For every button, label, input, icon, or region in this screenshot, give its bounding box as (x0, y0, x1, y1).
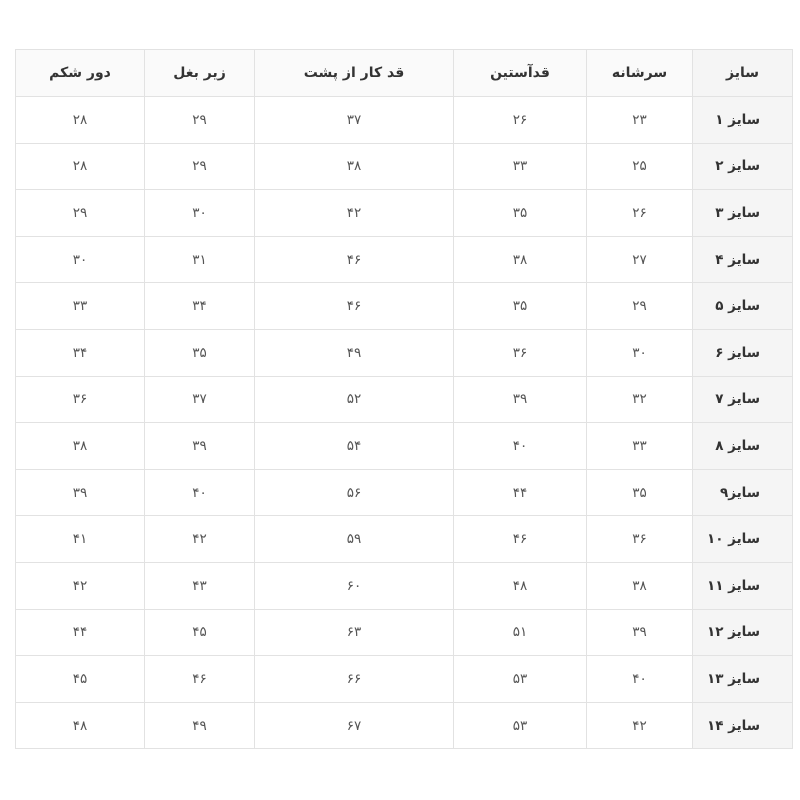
cell-sleeve-length-value: ۳۳ (454, 143, 587, 190)
cell-back-length-value: ۶۳ (255, 609, 454, 656)
cell-waist-value: ۳۸ (16, 423, 145, 470)
table-row (16, 97, 793, 144)
cell-back-length-value: ۶۰ (255, 562, 454, 609)
cell-shoulder-value: ۴۲ (587, 702, 693, 749)
cell-size-label: سایز ۳ (693, 190, 793, 237)
cell-sleeve-length-value: ۵۱ (454, 609, 587, 656)
cell-sleeve-length-value: ۳۸ (454, 236, 587, 283)
cell-size-label: سایز ۱۱ (693, 562, 793, 609)
cell-shoulder-value: ۲۳ (587, 97, 693, 144)
cell-waist-value: ۴۵ (16, 656, 145, 703)
cell-sleeve-length-value: ۳۶ (454, 329, 587, 376)
cell-back-length-value: ۳۷ (255, 97, 454, 144)
header-shoulder: سرشانه (587, 50, 693, 97)
table-row (16, 423, 793, 470)
cell-back-length-value: ۶۷ (255, 702, 454, 749)
cell-back-length-value: ۶۶ (255, 656, 454, 703)
cell-waist-value: ۲۹ (16, 190, 145, 237)
cell-waist-value: ۲۸ (16, 143, 145, 190)
cell-waist-value: ۳۰ (16, 236, 145, 283)
cell-waist-value: ۳۶ (16, 376, 145, 423)
cell-armpit-value: ۳۰ (145, 190, 255, 237)
cell-size-label: سایز ۱۴ (693, 702, 793, 749)
cell-size-label: سایز ۱۲ (693, 609, 793, 656)
table-row (16, 656, 793, 703)
table-row (16, 469, 793, 516)
cell-sleeve-length-value: ۳۹ (454, 376, 587, 423)
cell-size-label: سایز۹ (693, 469, 793, 516)
cell-waist-value: ۴۲ (16, 562, 145, 609)
cell-armpit-value: ۲۹ (145, 97, 255, 144)
cell-sleeve-length-value: ۴۰ (454, 423, 587, 470)
cell-size-label: سایز ۴ (693, 236, 793, 283)
cell-back-length-value: ۴۶ (255, 236, 454, 283)
cell-armpit-value: ۴۹ (145, 702, 255, 749)
cell-waist-value: ۳۹ (16, 469, 145, 516)
cell-shoulder-value: ۴۰ (587, 656, 693, 703)
table-row (16, 562, 793, 609)
cell-size-label: سایز ۱۰ (693, 516, 793, 563)
cell-sleeve-length-value: ۳۵ (454, 283, 587, 330)
table-row (16, 702, 793, 749)
cell-back-length-value: ۵۶ (255, 469, 454, 516)
table-row (16, 329, 793, 376)
cell-sleeve-length-value: ۴۴ (454, 469, 587, 516)
header-size: سایز (693, 50, 793, 97)
cell-armpit-value: ۳۴ (145, 283, 255, 330)
cell-armpit-value: ۳۷ (145, 376, 255, 423)
cell-size-label: سایز ۵ (693, 283, 793, 330)
table-row (16, 190, 793, 237)
cell-shoulder-value: ۳۶ (587, 516, 693, 563)
cell-size-label: سایز ۲ (693, 143, 793, 190)
cell-back-length-value: ۵۹ (255, 516, 454, 563)
cell-size-label: سایز ۷ (693, 376, 793, 423)
cell-back-length-value: ۵۲ (255, 376, 454, 423)
cell-armpit-value: ۲۹ (145, 143, 255, 190)
cell-shoulder-value: ۲۷ (587, 236, 693, 283)
cell-waist-value: ۲۸ (16, 97, 145, 144)
header-back-length: قد کار از پشت (255, 50, 454, 97)
cell-shoulder-value: ۲۶ (587, 190, 693, 237)
cell-size-label: سایز ۱۳ (693, 656, 793, 703)
cell-sleeve-length-value: ۲۶ (454, 97, 587, 144)
cell-armpit-value: ۴۰ (145, 469, 255, 516)
cell-sleeve-length-value: ۴۸ (454, 562, 587, 609)
table-row (16, 376, 793, 423)
size-table (15, 49, 793, 749)
table-row (16, 143, 793, 190)
table-row (16, 236, 793, 283)
header-waist: دور شکم (16, 50, 145, 97)
header-armpit: زیر بغل (145, 50, 255, 97)
cell-armpit-value: ۴۵ (145, 609, 255, 656)
cell-size-label: سایز ۸ (693, 423, 793, 470)
cell-waist-value: ۴۱ (16, 516, 145, 563)
cell-size-label: سایز ۱ (693, 97, 793, 144)
cell-armpit-value: ۴۶ (145, 656, 255, 703)
cell-shoulder-value: ۳۹ (587, 609, 693, 656)
cell-shoulder-value: ۳۲ (587, 376, 693, 423)
cell-shoulder-value: ۲۹ (587, 283, 693, 330)
header-sleeve-length: قدآستین (454, 50, 587, 97)
cell-size-label: سایز ۶ (693, 329, 793, 376)
cell-shoulder-value: ۲۵ (587, 143, 693, 190)
cell-waist-value: ۳۴ (16, 329, 145, 376)
cell-sleeve-length-value: ۳۵ (454, 190, 587, 237)
table-row (16, 516, 793, 563)
cell-sleeve-length-value: ۵۳ (454, 702, 587, 749)
cell-shoulder-value: ۳۵ (587, 469, 693, 516)
cell-armpit-value: ۴۳ (145, 562, 255, 609)
cell-armpit-value: ۴۲ (145, 516, 255, 563)
cell-waist-value: ۴۸ (16, 702, 145, 749)
table-body (16, 97, 793, 749)
table-row (16, 609, 793, 656)
cell-armpit-value: ۳۱ (145, 236, 255, 283)
cell-waist-value: ۴۴ (16, 609, 145, 656)
cell-back-length-value: ۴۶ (255, 283, 454, 330)
cell-back-length-value: ۵۴ (255, 423, 454, 470)
cell-waist-value: ۳۳ (16, 283, 145, 330)
cell-sleeve-length-value: ۵۳ (454, 656, 587, 703)
cell-sleeve-length-value: ۴۶ (454, 516, 587, 563)
cell-back-length-value: ۳۸ (255, 143, 454, 190)
cell-shoulder-value: ۳۳ (587, 423, 693, 470)
table-row (16, 283, 793, 330)
cell-armpit-value: ۳۹ (145, 423, 255, 470)
size-table-wrapper (15, 49, 792, 749)
cell-armpit-value: ۳۵ (145, 329, 255, 376)
cell-shoulder-value: ۳۸ (587, 562, 693, 609)
cell-back-length-value: ۴۹ (255, 329, 454, 376)
cell-back-length-value: ۴۲ (255, 190, 454, 237)
table-header-row (16, 50, 793, 97)
cell-shoulder-value: ۳۰ (587, 329, 693, 376)
